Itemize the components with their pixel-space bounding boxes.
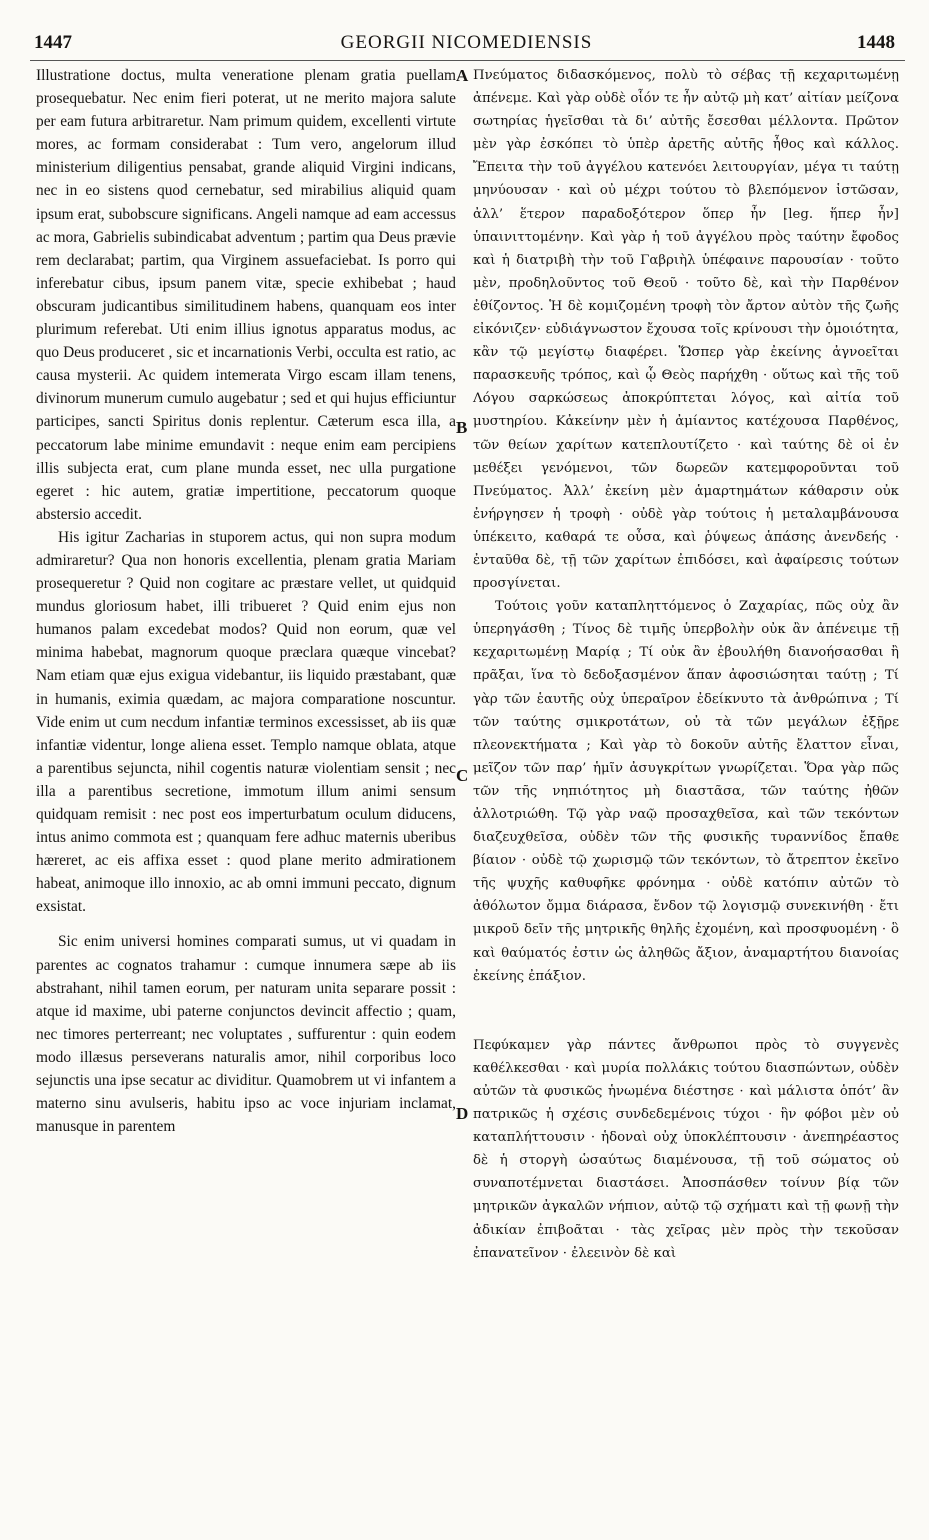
latin-paragraph-3: Sic enim universi homines comparati sumus, ut vi quadam in parentes ac cognatos trahamur : cumque innumera sæpe ab iis abstrahant, nihil tamen eorum, per naturam unita separare possit : atque id maxime, ubi paterne conjunctos devincit affectio ; quam, nec timores perterreant; nec voluptates , suffurentur : quin eodem modo illæsus perseverans naturalis amor, nihil corporibus loco sejunctis una ipse secatur ac dividitur. Quamobrem ut vi infantem a materno sinu avulseris, habitu ipso ac voce injuriam inclamat, manusque in parentem xyxy=(36,933,456,1136)
greek-paragraph-1: Πνεύματος διδασκόμενος, πολὺ τὸ σέβας τῇ κεχαριτωμένῃ ἀπένεμε. Καὶ γὰρ οὐδὲ οἷόν τε ἦν αὐτῷ μὴ κατ’ αἰτίαν μείζονα σωτηρίας ἡγεῖσθαι τὰ δι’ αὐτῆς ἔσεσθαι μέλλοντα. Πρῶτον μὲν γὰρ ἐσκόπει τὸ ὑπὲρ ἀρετῆς αὐτῆς ἦθος καὶ κάλλος. Ἔπειτα τὴν τοῦ ἀγγέλου κατενόει λειτουργίαν, μέγα τι ταύτῃ μηνύουσαν · καὶ οὐ μέχρι τούτου τὸ βλεπόμενον ἱστῶσαν, ἀλλ’ ἕτερον παραδοξότερον ὅπερ ἦν [leg. ἥπερ ἦν] ὑπαινιττομένην. Καὶ γὰρ ἡ τοῦ ἀγγέλου πρὸς ταύτην ἔφοδος καὶ ἡ διατριβὴ τὴν τοῦ Γαβριὴλ ὑπέφαινε παρουσίαν · τοῦτο μὲν, προδηλοῦντος τοῦ Θεοῦ · τοῦτο δὲ, καὶ τὴν Παρθένον ἐθίζοντος. Ἡ δὲ κομιζομένη τροφὴ τὸν ἄρτον αὐτὸν τῆς ζωῆς εἰκόνιζεν· εὐδιάγνωστον ἔχουσα τοῖς κρίνουσι τὴν ὁμοιότητα, κἂν τῷ μεγίστῳ διαφέρει. Ὥσπερ γὰρ ἐκείνης ἀγνοεῖται παρασκευῆς τρόπος, καὶ ᾧ Θεὸς παρήχθη · οὕτως καὶ τῆς τοῦ Λόγου σαρκώσεως ἀποκρύπτεται λόγος, καὶ αἰτία τοῦ μυστηρίου. Κἀκείνην μὲν ἡ ἀμίαντος κατέχουσα Παρθένος, τῶν θείων χαρίτων κατεπλουτίζετο · καὶ ταύτης δὲ οἱ ἐν μεθέξει γενόμενοι, τῶν δωρεῶν κατεμφοροῦνται τοῦ Πνεύματος. Ἀλλ’ ἐκείνη μὲν ἁμαρτημάτων κάθαρσιν οὐκ ἐνήργησεν ἡ τροφὴ · οὐδὲ γὰρ τούτοις ἡ μεταλαμβάνουσα ὑπέκειτο, καθαρά τε οὖσα, καὶ ῥύψεως ἁπάσης ἀνενδεής · ἐνταῦθα δὲ, τῇ τῶν χαρίτων ἐπιδόσει, καὶ ἀφαίρεσις τούτων προσγίνεται. xyxy=(473,68,899,592)
latin-paragraph-1: Illustratione doctus, multa veneratione plenam gratia puellam prosequebatur. Nec enim fieri poterat, ut ne merito majora salute per eam futura arbitraretur. Nam primum quidem, excellenti virtute mores, ac formam considerabat : Tum vero, angelorum illud ministerium diligentius pensabat, grande aliquid Virgini indicans, nec in eo sistens quod cernebatur, sed mirabilius aliquid quam ipsum erat, subobscure significans. Angeli namque ad eam accessus ac mora, Gabrielis subindicabat adventum ; partim qua Deus prævie rem declarabat; partim, qua Virginem assuefaciebat. Is porro qui inferebatur cibus, ipsum panem vitæ, specie exhibebat ; haud obscuram judicantibus similitudinem habens, quanquam eos inter plurimum referebat. Uti enim illius ignotus apparatus modus, ac quo Deus produceret , sic et incarnationis Verbi, occulta est ratio, ac causa mysterii. Ac quidem intemerata Virgo escam illam tenens, divinorum munerum cumulo augebatur ; sed et qui hujus efficiuntur participes, sancti Spiritus donis replentur. Cæterum esca illa, a peccatorum labe minime emundavit : neque enim eam percipiens illis subjecta erat, cum plane munda esset, nec ulla purgatione egeret : hic autem, gratiæ impertitione, peccatorum quoque abstersio accedit. xyxy=(36,67,456,523)
section-marker-b: B xyxy=(456,418,468,437)
page-header xyxy=(26,32,907,58)
page-number-left: 1447 xyxy=(34,32,72,53)
header-rule xyxy=(30,60,905,61)
section-marker-c: C xyxy=(456,766,469,785)
section-marker-a: A xyxy=(456,66,469,85)
latin-paragraph-2: His igitur Zacharias in stuporem actus, qui non supra modum admiraretur? Qua non honoris excellentia, plenam gratia Mariam prosequeretur ? Quid non cogitare ac præstare vellet, ut quidquid mundus gloriosum habet, illi tribueret ? Quid enim ejus non humanos palam excedebat modos? Quid non eorum, quæ vel minima habebat, magnorum quoque præclara quæque vincebat? Nam etiam quæ ejus exigua videbantur, iis liquido præstabant, quæ in humanis, eximia quædam, ac majora comparatione noscuntur. Vide enim ut cum necdum infantiæ terminos excessisset, ab iis quæ infantiæ videntur, longe aliena esset. Templo namque oblata, atque a parentibus sejuncta, nihil cogentis naturæ violentiam sensit ; nec illa a parentibus secretione, immotum illum animi sensum quidquam remisit : nec post eos imperturbatum oculum diducens, intus animo commota est ; quanquam fere adhuc maternis uberibus hæreret, ac eis affixa esset : quod plane merito admirationem habeat, animoque illo innoxio, ac ab omni immuni peccato, dignum exsistat. xyxy=(36,528,456,916)
greek-paragraph-3: Πεφύκαμεν γὰρ πάντες ἄνθρωποι πρὸς τὸ συγγενὲς καθέλκεσθαι · καὶ μυρία πολλάκις τούτου διασπώντων, οὐδὲν αὐτῶν τὰ φυσικῶς ἡνωμένα διέστησε · καὶ μάλιστα ὁπότ’ ἂν πατρικῶς ἡ σχέσις συνδεδεμένοις τύχοι · ἣν φόβοι μὲν οὐ καταπλήττουσιν · ἡδοναὶ οὐχ ὑποκλέπτουσιν · ἀνεπηρέαστος δὲ ἡ στοργὴ ὡσαύτως διαμένουσα, τῇ τοῦ σώματος οὐ συναποτέμνεται διαστάσει. Ἀποσπάσθεν τοίνυν βίᾳ τῶν μητρικῶν ἀγκαλῶν νήπιον, αὐτῷ τῷ σχήματι καὶ τῇ φωνῇ τὴν ἀδικίαν ἐπιβοᾶται · τὰς χεῖρας μὲν πρὸς τὴν τεκοῦσαν ἐπανατεῖνον · ἐλεεινὸν δὲ καὶ xyxy=(473,1037,899,1261)
section-marker-d: D xyxy=(456,1104,469,1123)
latin-column xyxy=(36,64,456,1138)
greek-column xyxy=(473,64,899,1265)
page-number-right: 1448 xyxy=(857,32,895,53)
running-title: GEORGII NICOMEDIENSIS xyxy=(340,32,593,53)
greek-paragraph-2: Τούτοις γοῦν καταπληττόμενος ὁ Ζαχαρίας, πῶς οὐχ ἂν ὑπερηγάσθη ; Τίνος δὲ τιμῆς ὑπερβολὴν οὐκ ἂν ἀπένειμε τῇ κεχαριτωμένῃ Μαρίᾳ ; Τί οὐκ ἂν ἐβουλήθη διανοήσασθαι ἢ πρᾶξαι, ἵνα τὸ δεδοξασμένον ἅπαν ἀφοσιώσηται ταύτῃ ; Τί γὰρ τῶν ἑαυτῆς οὐχ ὑπεραῖρον ἐδείκνυτο τὰ ἀνθρώπινα ; Τί τῶν ταύτης σμικροτάτων, οὐ τὰ τῶν μεγάλων ἐξῇρε πλεονεκτήματα ; Καὶ γὰρ τὸ δοκοῦν αὐτῆς ἔλαττον εἶναι, μεῖζον τῶν παρ’ ἡμῖν ἀσυγκρίτων γνωρίζεται. Ὅρα γὰρ πῶς τῶν τῆς νηπιότητος μὴ διαστᾶσα, τῶν ταύτης ἠθῶν ἀλλοτριώθη. Τῷ γὰρ ναῷ προσαχθεῖσα, καὶ τῶν τεκόντων διαζευχθεῖσα, οὐδὲν τῶν τῆς φυσικῆς τυραννίδος ἔπαθε βίαιον · οὐδὲ τῷ χωρισμῷ τῶν τεκόντων, τὸ ἄτρεπτον ἐκεῖνο τῆς ψυχῆς καθυφῆκε φρόνημα · οὐδὲ κατόπιν αὐτῶν τὸ ἀθόλωτον ὄμμα διάρασα, ἔνδον τῷ λογισμῷ συνεκινήθη · ἔτι μικροῦ δεῖν τῆς μητρικῆς θηλῆς ἐχομένη, καὶ προσφυομένη · ὃ καὶ θαύματός ἐστιν ὡς ἀληθῶς ἄξιον, ἀναμαρτήτου διανοίας ἐκείνης ἐπάξιον. xyxy=(473,599,899,984)
